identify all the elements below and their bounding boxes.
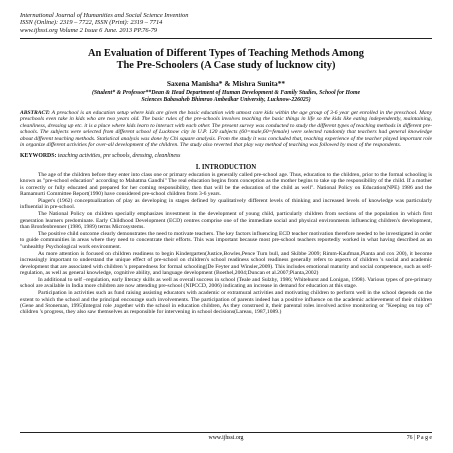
keywords-label: KEYWORDS: [20, 152, 57, 159]
affiliation-line-1: (Student* & Professor**Dean & Head Department of Human Development & Family Studies, School for Home [91, 90, 361, 97]
section-heading: I. INTRODUCTION [195, 163, 257, 171]
paper-page [20, 12, 432, 316]
header-divider [20, 38, 432, 39]
journal-name: International Journal of Humanities and Social Science Invention [20, 12, 189, 19]
keywords [20, 153, 432, 159]
body-text [20, 172, 432, 316]
paragraph: As more attention is focused on children readiness to begin Kindergarten(Justice,Bowles,Pence Turn bull, and Skibbe 2009; Rimm-Kaufman,Pianta and cox 200), it become increasingly important to understand the unique effect of pre-school on children's school readiness school readiness generally refers to aspects of children 's social and academic development that are associated with children 's preparedness for formal schooling(De Feyter and Winsler,2009). This includes emotional maturity and social competence, such as self-regulation, as well as general knowledge, cognitive ability, and language development (Boethel,2004;Duncan et al.2007;Pianta,2002) [20, 250, 432, 276]
page-number: 76 | P a g e [406, 435, 432, 441]
footer-divider [20, 432, 432, 433]
journal-volume: www.ijhssi.org Volume 2 Issue 6 June. 2013 PP.76-79 [20, 26, 158, 34]
title-line-2: The Pre-Schoolers (A Case study of lucknow city) [116, 60, 336, 72]
journal-header [20, 12, 432, 34]
abstract [20, 110, 432, 149]
paragraph: The age of the children before they enter into class one or primary education is generally called pre-school age. Thus, education to the children, prior to the formal schooling is known as "pre-school education" according to Mahatma Gandhi" The real education begins from conception as the mother begins to take up the responsibility of the child. If a mother is correctly or fully educated and prepared for her coming responsibility, then that will be the education of the child as well". National Policy on Education(NPE) 1986 and the Ramamurti Committee Report(1990) have considered pre-school children from 3-6 years. [20, 171, 432, 198]
journal-issn: ISSN (Online): 2319 – 7722, ISSN (Print): 2319 – 7714 [20, 19, 163, 27]
paragraph: Participation in activities such as fund raising assisting educators with academic or extramural activities and motivating children to perform well in the school depends on the extent to which the school and the principal encourage such involvements. The participation of parents indeed has a positive influence on the academic achievement of their children (Gene and Stoneman, 1995)Integral role ,together with the school in education children, As they construed it, their parental roles involved active monitoring or "Keeping on top of" children 's progress, they also saw themselves as responsible for intervening in school decisions(Lareau, 1987,1089.) [20, 290, 432, 316]
paper-title [20, 48, 432, 72]
title-line-1: An Evaluation of Different Types of Teaching Methods Among [88, 48, 364, 60]
footer-url[interactable]: www.ijhssi.org [208, 435, 244, 441]
affiliation-line-2: Sciences Babasaheb Bhimrao Ambedkar University, Lucknow-226025) [141, 97, 311, 104]
paragraph: Piaget's (1962) conceptualization of play as developing in stages defined by qualitatively different levels of thinking and increased levels of knowledge was particularly influential in pre-school. [20, 197, 432, 211]
affiliation [20, 90, 432, 104]
paragraph: In additional to self –regulation, early literacy skills as well as overall success in school (Teale and Sulzby, 1986; Whitehurst and Lonigan, 1998). Various types of pre-primary school are available in India more children are now attending pre-school (NIPCCD, 2006) indicating an increase in demand for education at this stage. [20, 276, 432, 290]
paragraph: The National Policy on children specially emphasizes investment in the development of young child, particularly children from sections of the population in which first generation learners predominate. Early Childhood Development (ECD) centres comprise one of the immediate social and physical environments influencing children's development, than Bronfenbrenner (1986, 1989) terms Microsystems. [20, 211, 432, 231]
authors: Saxena Manisha* & Mishra Sunita** [166, 79, 286, 89]
keywords-text: teaching activities, pre schools, dressing, cleanliness [57, 152, 181, 159]
abstract-label: ABSTRACT: [20, 109, 51, 116]
paragraph: The positive child outcome clearly demonstrates the need to motivate teachers. The key factors influencing ECD teacher motivation therefore needed to be investigated in order to guide communities in areas where they need to concentrate their efforts. This was important because most pre-school teachers reportedly worked in what having described as an "unhealthy Psychological work environment. [20, 230, 432, 250]
abstract-text: A preschool is an education setup where kids are given the basic education with utmost care kids within the age group of 3-6 year get enrolled in the preschool. Many preschools even take in kids who are two years old. The basic rules of the pre-schools involves teaching the basic things in life so the kids like eating independently, maintaining, cleanliness, dressing up etc. it is a place where kids learn to interact with each other. The present survey was conducted to study the different types of teaching methods in different pre-schools. The subjects were selected from different school of Lucknow city in U.P. 120 subjects (60=male,60=female) were selected randomly that teachers had general knowledge about different teaching methods. Statistical analysis was done by Chi square analysis. From the study it was concluded that, teaching experience of the teacher played important role in organize different activities for over-all development of the children. The study also reverted that play way method of teaching was followed by most of the respondents. [20, 109, 432, 149]
